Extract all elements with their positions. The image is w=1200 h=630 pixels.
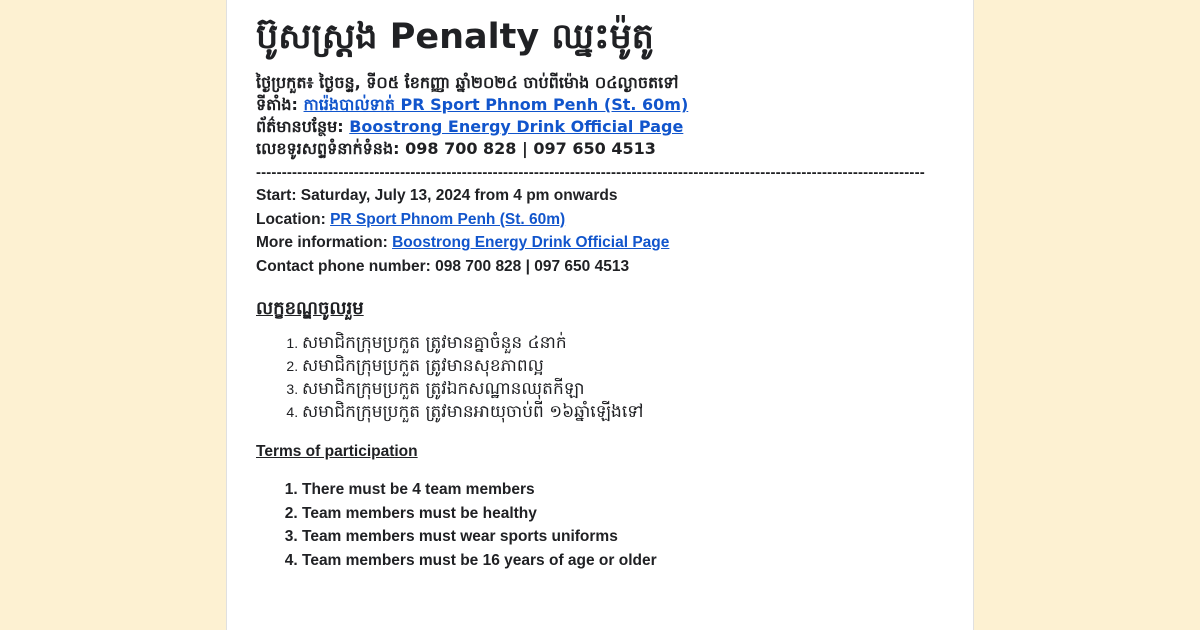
khmer-start-value: ថ្ងៃចន្ទ, ទី០៥ ខែកញ្ញា ឆ្នាំ២០២៤ ចាប់ពីម៉ោង ០៤ល្ងាចតទៅ [319, 73, 679, 92]
english-terms-list [256, 478, 948, 572]
khmer-more-info-label: ព័ត៌មានបន្ថែម: [256, 117, 344, 136]
khmer-location-line [256, 94, 948, 116]
english-contact-line: Contact phone number: 098 700 828 | 097 650 4513 [256, 257, 630, 275]
khmer-more-info-link[interactable]: Boostrong Energy Drink Official Page [349, 117, 684, 136]
list-item: 4. សមាជិកក្រុមប្រកួត ត្រូវមានអាយុចាប់ពី ១៦ឆ្នាំឡើងទៅ [302, 401, 948, 424]
english-more-info-line [256, 231, 948, 255]
khmer-start-line [256, 72, 948, 94]
list-item: 1. សមាជិកក្រុមប្រកួត ត្រូវមានគ្នាចំនួន ៤នាក់ [302, 332, 948, 355]
khmer-contact-label: លេខទូរសព្ទទំនាក់ទំនង: [256, 139, 400, 158]
page-title: ប៊ូសស្រ្តង Penalty ឈ្នះម៉ូតូ [256, 17, 654, 57]
list-item: 3. សមាជិកក្រុមប្រកួត ត្រូវឯកសណ្ឋានឈុតកីឡា [302, 378, 948, 401]
khmer-location-link[interactable]: ការ៉េងបាល់ទាត់ PR Sport Phnom Penh (St. 60m) [303, 95, 689, 114]
document-card [226, 0, 974, 630]
khmer-contact-line [256, 138, 948, 160]
english-terms-heading: Terms of participation [256, 443, 418, 460]
khmer-location-label: ទីតាំង: [256, 95, 298, 114]
list-item: 2. សមាជិកក្រុមប្រកួត ត្រូវមានសុខភាពល្អ [302, 355, 948, 378]
khmer-terms-heading: លក្ខខណ្ឌចូលរួម [256, 298, 364, 319]
english-location-link[interactable]: PR Sport Phnom Penh (St. 60m) [330, 210, 566, 228]
english-more-info-link[interactable]: Boostrong Energy Drink Official Page [392, 234, 670, 251]
english-location-line [256, 208, 948, 232]
list-item: 2. Team members must be healthy [302, 502, 948, 526]
khmer-more-info-line [256, 116, 948, 138]
english-start-line: Start: Saturday, July 13, 2024 from 4 pm onwards [256, 187, 618, 204]
english-location-label: Location: [256, 210, 326, 228]
list-item: 1. There must be 4 team members [302, 478, 948, 502]
english-more-info-label: More information: [256, 234, 388, 251]
khmer-contact-value: 098 700 828 | 097 650 4513 [405, 139, 656, 158]
khmer-start-label: ថ្ងៃប្រកួត៖ [256, 73, 314, 92]
document-content [256, 12, 948, 572]
list-item: 4. Team members must be 16 years of age or older [302, 549, 948, 573]
dashed-divider: ---------------------------------------------------------------------------------------------------------------------------------- [256, 164, 925, 181]
khmer-terms-list [256, 332, 948, 424]
list-item: 3. Team members must wear sports uniforms [302, 525, 948, 549]
